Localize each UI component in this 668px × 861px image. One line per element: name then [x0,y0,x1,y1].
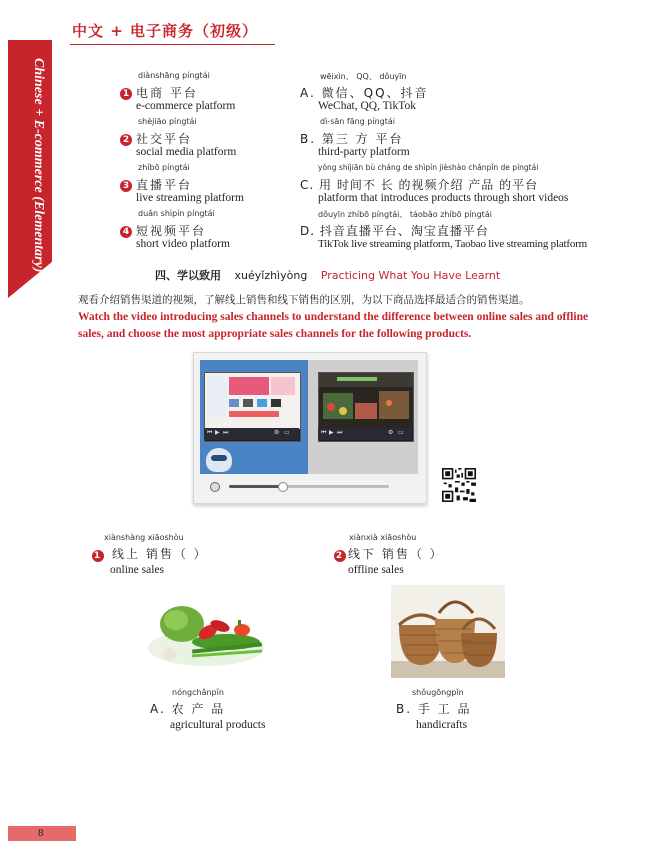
channel-1-zh-text[interactable]: 线上 销售（ ） [112,547,208,561]
product-b-english: handicrafts [416,719,468,731]
item-3-zh-text: 直播平台 [136,178,193,192]
page-header-title: 中文 + 电子商务（初级） [72,22,259,40]
item-2-chinese [120,130,192,147]
number-badge: 1 [120,88,132,100]
channel-2-english: offline sales [348,564,404,576]
fullscreen-icon[interactable]: ▭ [284,429,290,436]
item-3-pinyin: zhíbō píngtái [138,163,190,172]
item-1-zh-text: 电商 平台 [136,86,198,100]
number-badge: 1 [93,551,103,561]
skip-forward-icon[interactable]: ⏭ [337,429,343,436]
channel-2-zh-text[interactable]: 线下 销售（ ） [348,547,444,561]
number-badge: 4 [120,226,132,238]
robot-visor [211,455,227,461]
number-badge: 2 [120,134,132,146]
channel-1-english: online sales [110,564,164,576]
video-progress-handle[interactable] [278,482,288,492]
item-2-pinyin: shèjiāo píngtái [138,117,197,126]
video-controls-right [318,428,412,440]
item-2-english: social media platform [136,146,237,158]
item-4-pinyin: duǎn shìpín píngtái [138,209,215,218]
channel-1-chinese [92,545,208,562]
item-4-chinese [120,222,206,239]
option-d-english: TikTok live streaming platform, Taobao live streaming platform [318,238,587,250]
section-heading-chinese: 四、学以致用 [155,269,221,282]
qr-code[interactable] [442,468,476,502]
item-4-english: short video platform [136,238,230,250]
settings-icon[interactable]: ⚙ [388,429,394,436]
instruction-english: Watch the video introducing sales channels to understand the difference between online sales and offline sales, and choose the most appropriate sales channels for the following products. [78,311,589,340]
channel-2-pinyin: xiànxià xiāoshòu [349,533,417,542]
play-icon[interactable]: ▶ [215,429,220,436]
item-1-chinese [120,84,198,101]
section-heading-pinyin: xuéyǐzhìyòng [234,269,308,282]
option-a-chinese: A. 微信、QQ、抖音 [300,86,429,100]
option-a-english: WeChat, QQ, TikTok [318,100,416,112]
section-heading-english: Practicing What You Have Learnt [320,269,501,282]
skip-forward-icon[interactable]: ⏭ [223,429,229,436]
video-controls-left [204,428,299,440]
settings-icon[interactable]: ⚙ [274,429,280,436]
item-1-english: e-commerce platform [136,100,236,112]
option-c-pinyin: yòng shíjiān bù cháng de shìpín jièshào chǎnpǐn de píngtái [318,163,539,172]
offline-store-illustration [319,373,413,429]
side-tab-text: Chinese + E-commerce (Elementary) [31,58,46,273]
number-badge: 2 [335,551,345,561]
product-a-pinyin: nóngchǎnpǐn [172,688,224,697]
option-b-chinese: B. 第三 方 平台 [300,132,404,146]
play-icon[interactable]: ▶ [329,429,334,436]
item-4-zh-text: 短视频平台 [136,224,207,238]
option-b-english: third-party platform [318,146,410,158]
baskets-image [391,585,505,678]
main-play-button[interactable] [210,482,220,492]
option-d-pinyin: dǒuyīn zhíbō píngtái、 táobǎo zhíbō píngtái [318,210,492,219]
item-2-zh-text: 社交平台 [136,132,193,146]
option-c-english: platform that introduces products through short videos [318,192,569,204]
instruction-chinese: 观看介绍销售渠道的视频，了解线上销售和线下销售的区别，为以下商品选择最适合的销售渠道。 [78,294,530,306]
item-1-pinyin: diànshāng píngtái [138,71,210,80]
section-heading [155,267,500,283]
product-b-pinyin: shǒugōngpǐn [412,688,464,697]
vegetables-image [142,596,264,674]
option-a-pinyin: wēixìn、 QQ、 dǒuyīn [320,72,407,81]
page-number: 8 [38,827,44,839]
channel-2-chinese [334,545,444,562]
option-c-chinese: C. 用 时间不 长 的视频介绍 产品 的平台 [300,178,539,192]
option-d-chinese: D. 抖音直播平台、淘宝直播平台 [300,224,489,238]
number-badge: 3 [120,180,132,192]
item-3-chinese [120,176,192,193]
channel-1-pinyin: xiànshàng xiāoshòu [104,533,184,542]
product-a-english: agricultural products [170,719,266,731]
skip-back-icon[interactable]: ⏮ [207,429,213,436]
video-progress-fill [229,485,282,488]
fullscreen-icon[interactable]: ▭ [398,429,404,436]
robot-mascot-icon [206,448,232,472]
skip-back-icon[interactable]: ⏮ [321,429,327,436]
item-3-english: live streaming platform [136,192,244,204]
header-divider [70,44,275,45]
product-a-chinese: A. 农 产 品 [150,702,226,716]
option-b-pinyin: dì-sān fāng píngtái [320,117,395,126]
online-shop-illustration [205,373,300,429]
product-b-chinese: B. 手 工 品 [396,702,472,716]
